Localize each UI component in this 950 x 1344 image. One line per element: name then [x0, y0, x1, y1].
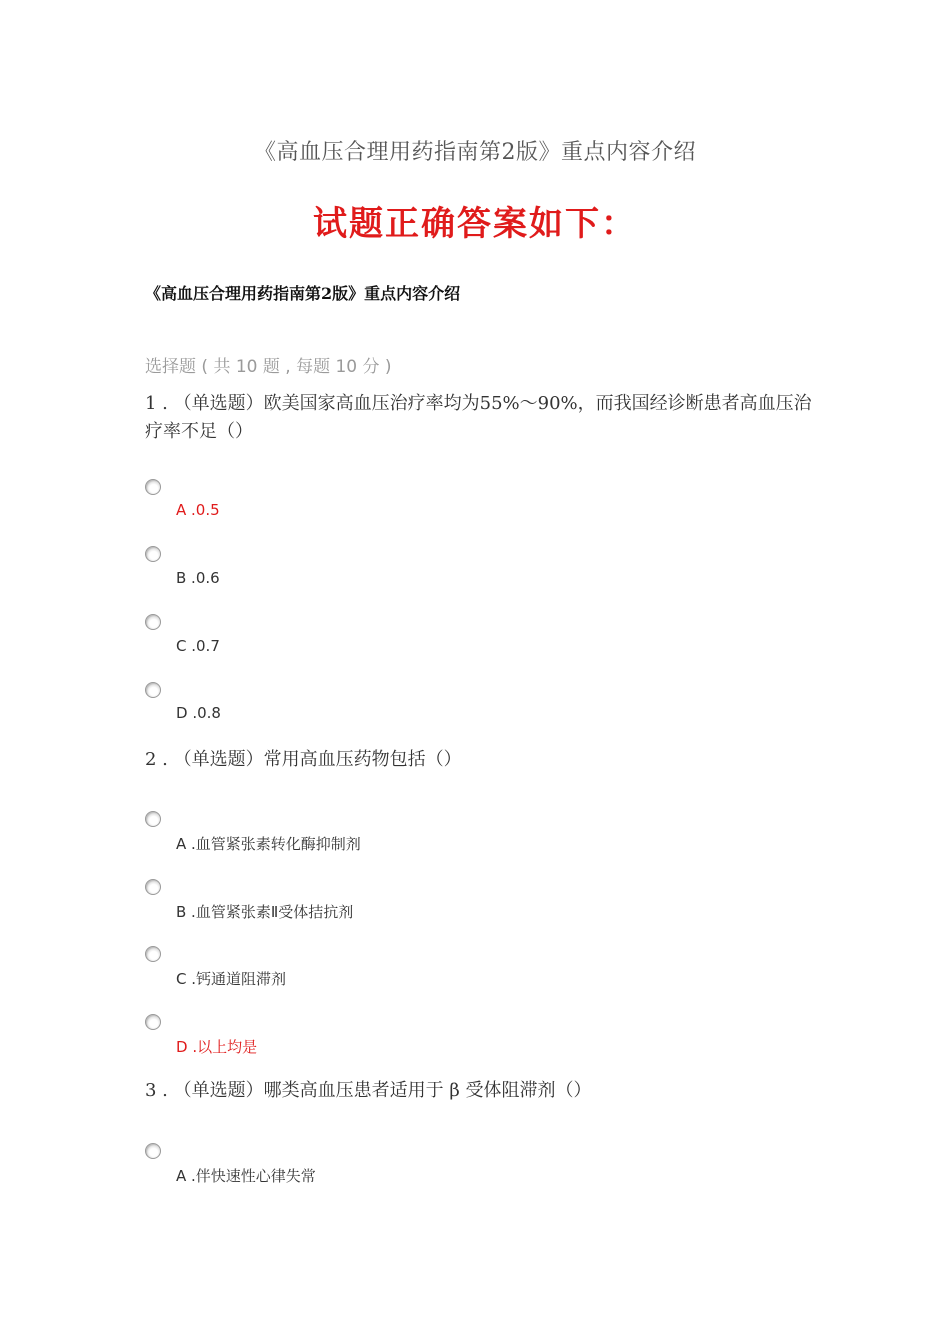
q1-option-c[interactable]: C .0.7: [176, 637, 220, 655]
q2-option-a-radio-icon[interactable]: [145, 811, 161, 827]
q1-option-d-radio-icon[interactable]: [145, 682, 161, 698]
q1-option-a[interactable]: A .0.5: [176, 501, 220, 519]
question-1-text: 1 . （单选题）欧美国家高血压治疗率均为55%～90%，而我国经诊断患者高血压治疗率不足（）: [145, 393, 812, 442]
question-3-text: 3 . （单选题）哪类高血压患者适用于 β 受体阻滞剂（）: [145, 1080, 592, 1101]
sub-title: 《高血压合理用药指南第2版》重点内容介绍: [145, 284, 461, 303]
q2-option-c[interactable]: C .钙通道阻滞剂: [176, 970, 287, 988]
document-title: 《高血压合理用药指南第2版》重点内容介绍: [254, 140, 696, 165]
q2-option-a[interactable]: A .血管紧张素转化酶抑制剂: [176, 835, 361, 853]
q2-option-b[interactable]: B .血管紧张素Ⅱ受体拮抗剂: [176, 903, 354, 921]
q1-option-b[interactable]: B .0.6: [176, 569, 220, 587]
q3-option-a[interactable]: A .伴快速性心律失常: [176, 1167, 316, 1185]
q2-option-b-radio-icon[interactable]: [145, 879, 161, 895]
question-2-text: 2 . （单选题）常用高血压药物包括（）: [145, 749, 462, 770]
q2-option-c-radio-icon[interactable]: [145, 946, 161, 962]
answer-banner: 试题正确答案如下：: [313, 204, 637, 244]
q1-option-b-radio-icon[interactable]: [145, 546, 161, 562]
q2-option-d-radio-icon[interactable]: [145, 1014, 161, 1030]
q1-option-a-radio-icon[interactable]: [145, 479, 161, 495]
q3-option-a-radio-icon[interactable]: [145, 1143, 161, 1159]
q1-option-d[interactable]: D .0.8: [176, 704, 221, 722]
q1-option-c-radio-icon[interactable]: [145, 614, 161, 630]
section-label: 选择题 ( 共 10 题 , 每题 10 分 ): [145, 357, 392, 377]
q2-option-d[interactable]: D .以上均是: [176, 1038, 258, 1056]
